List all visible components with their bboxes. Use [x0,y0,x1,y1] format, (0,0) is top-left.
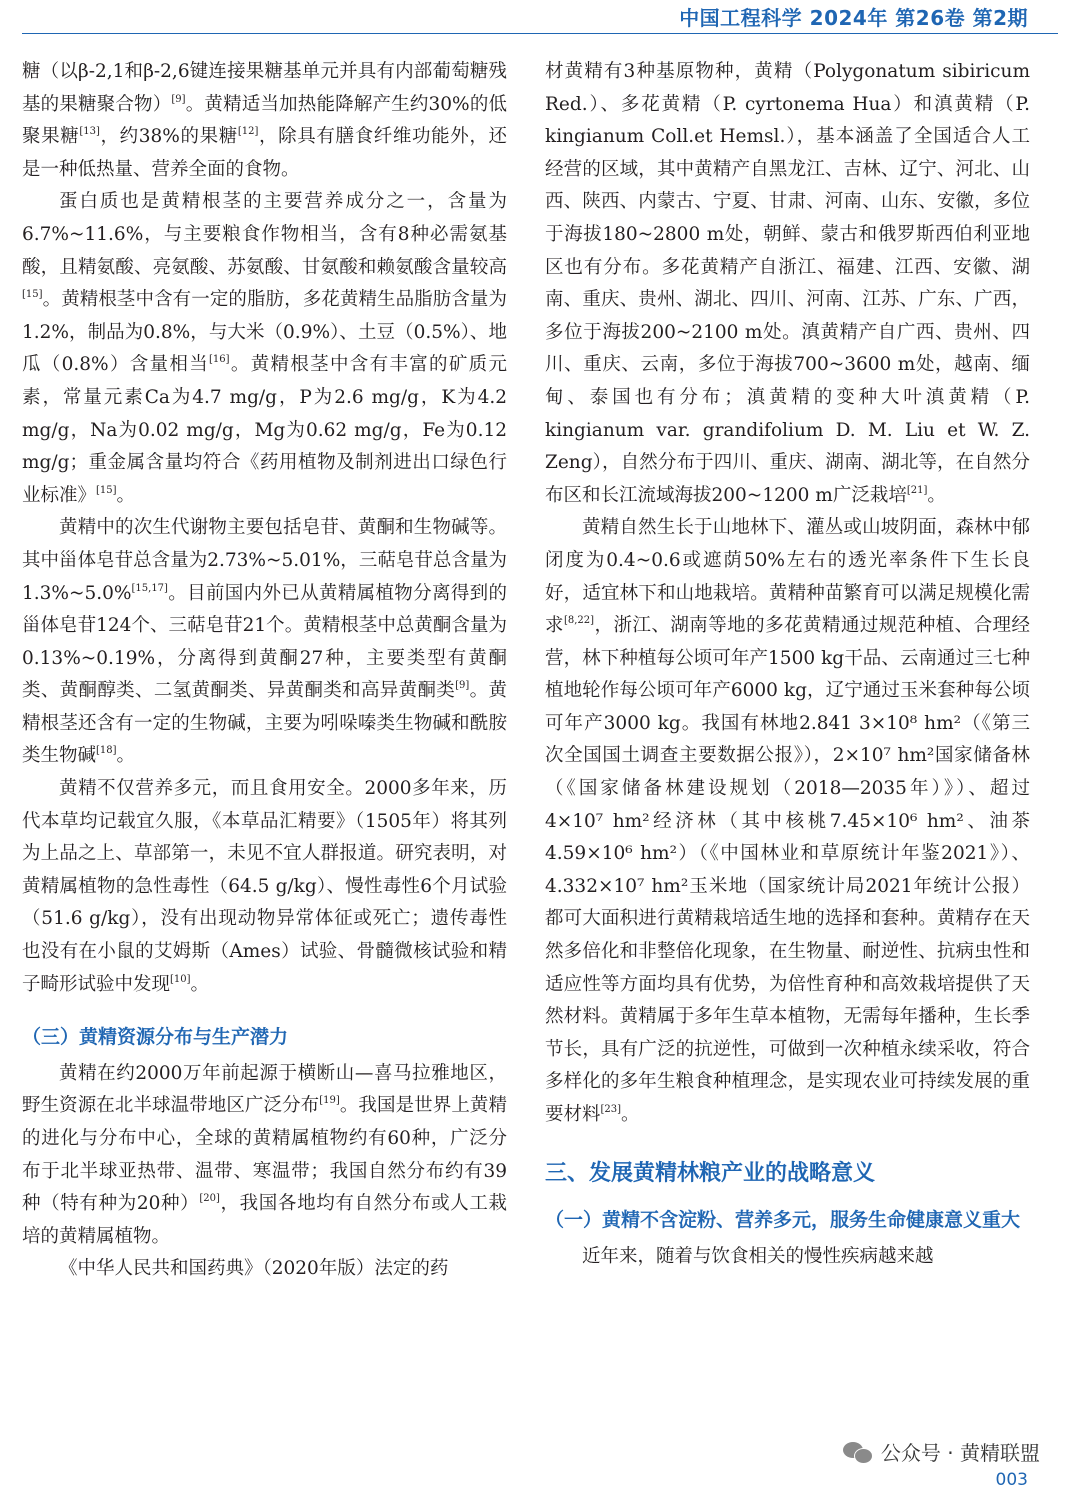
section-heading-resources: （三）黄精资源分布与生产潜力 [22,1026,289,1049]
left-paragraph-4: 黄精不仅营养多元，而且食用安全。2000多年来，历代本草均记载宜久服，《本草品汇精要》（1505年）将其列为上品之上、草部第一，未见不宜人群报道。研究表明，对黄精属植物的急性毒性（64.5 g/kg）、慢性毒性6个月试验（51.6 g/kg），没有出现动物异常体征或死亡；遗传毒性也没有在小鼠的艾姆斯（Ames）试验、骨髓微核试验和精子畸形试验中发现[10]。 [22,778,507,995]
page-number: 003 [995,1470,1028,1490]
right-paragraph-1: 材黄精有3种基原物种，黄精（Polygonatum sibiricum Red.）、多花黄精（P. cyrtonema Hua）和滇黄精（P. kingianum Coll.et Hemsl.），基本涵盖了全国适合人工经营的区域，其中黄精产自黑龙江、吉林、辽宁、河北、山西、陕西、内蒙古、宁夏、甘肃、河南、山东、安徽，多位于海拔180~2800 m处，朝鲜、蒙古和俄罗斯西伯利亚地区也有分布。多花黄精产自浙江、福建、江西、安徽、湖南、重庆、贵州、湖北、四川、河南、江苏、广东、广西，多位于海拔200~2100 m处。滇黄精产自广西、贵州、四川、重庆、云南，多位于海拔700~3600 m处，越南、缅甸、泰国也有分布；滇黄精的变种大叶滇黄精（P. kingianum var. grandifolium D. M. Liu et W. Z. Zeng），自然分布于四川、重庆、湖南、湖北等，在自然分布区和长江流域海拔200~1200 m广泛栽培[21]。 [545,61,1030,506]
subsection-heading-health: （一）黄精不含淀粉、营养多元，服务生命健康意义重大 [545,1209,1021,1232]
right-paragraph-3: 近年来，随着与饮食相关的慢性疾病越来越 [582,1245,934,1267]
journal-header: 中国工程科学 2024年 第26卷 第2期 [679,6,1028,30]
section-heading-strategic: 三、发展黄精林粮产业的战略意义 [545,1160,876,1186]
right-column [545,56,1030,1273]
left-paragraph-2: 蛋白质也是黄精根茎的主要营养成分之一，含量为6.7%~11.6%，与主要粮食作物相当，含有8种必需氨基酸，且精氨酸、亮氨酸、苏氨酸、甘氨酸和赖氨酸含量较高[15]。黄精根茎中含有一定的脂肪，多花黄精生品脂肪含量为1.2%，制品为0.8%，与大米（0.9%）、土豆（0.5%）、地瓜（0.8%）含量相当[16]。黄精根茎中含有丰富的矿质元素，常量元素Ca为4.7 mg/g，P为2.6 mg/g，K为4.2 mg/g，Na为0.02 mg/g，Mg为0.62 mg/g，Fe为0.12 mg/g；重金属含量均符合《药用植物及制剂进出口绿色行业标准》[15]。 [22,191,507,506]
wechat-icon [843,1440,873,1464]
left-paragraph-3: 黄精中的次生代谢物主要包括皂苷、黄酮和生物碱等。其中甾体皂苷总含量为2.73%~5.01%，三萜皂苷总含量为1.3%~5.0%[15,17]。目前国内外已从黄精属植物分离得到的甾体皂苷124个、三萜皂苷21个。黄精根茎中总黄酮含量为0.13%~0.19%，分离得到黄酮27种，主要类型有黄酮类、黄酮醇类、二氢黄酮类、异黄酮类和高异黄酮类[9]。黄精根茎还含有一定的生物碱，主要为吲哚嗪类生物碱和酰胺类生物碱[18]。 [22,517,507,767]
left-column [22,56,507,1286]
left-paragraph-5: 黄精在约2000万年前起源于横断山—喜马拉雅地区，野生资源在北半球温带地区广泛分布[19]。我国是世界上黄精的进化与分布中心，全球的黄精属植物约有60种，广泛分布于北半球亚热带、温带、寒温带；我国自然分布约有39种（特有种为20种）[20]，我国各地均有自然分布或人工栽培的黄精属植物。 [22,1062,507,1247]
right-paragraph-2: 黄精自然生长于山地林下、灌丛或山坡阴面，森林中郁闭度为0.4~0.6或遮荫50%左右的透光率条件下生长良好，适宜林下和山地栽培。黄精种苗繁育可以满足规模化需求[8,22]，浙江、湖南等地的多花黄精通过规范种植、合理经营，林下种植每公顷可年产1500 kg干品、云南通过三七种植地轮作每公顷可年产6000 kg，辽宁通过玉米套种每公顷可年产3000 kg。我国有林地2.841 3×10⁸ hm²（《第三次全国国土调查主要数据公报》），2×10⁷ hm²国家储备林（《国家储备林建设规划（2018—2035年）》）、超过4×10⁷ hm²经济林（其中核桃7.45×10⁶ hm²、油茶4.59×10⁶ hm²）（《中国林业和草原统计年鉴2021》）、4.332×10⁷ hm²玉米地（国家统计局2021年统计公报）都可大面积进行黄精栽培适生地的选择和套种。黄精存在天然多倍化和非整倍化现象，在生物量、耐逆性、抗病虫性和适应性等方面均具有优势，为倍性育种和高效栽培提供了天然材料。黄精属于多年生草本植物，无需每年播种，生长季节长，具有广泛的抗逆性，可做到一次种植永续采收，符合多样化的多年生粮食种植理念，是实现农业可持续发展的重要材料[23]。 [545,517,1030,1125]
wechat-watermark [843,1437,1040,1466]
left-paragraph-1: 糖（以β-2,1和β-2,6键连接果糖基单元并具有内部葡萄糖残基的果糖聚合物）[9]。黄精适当加热能降解产生约30%的低聚果糖[13]，约38%的果糖[12]，除具有膳食纤维功能外，还是一种低热量、营养全面的食物。 [22,61,507,180]
header-rule [22,33,1058,34]
left-paragraph-6: 《中华人民共和国药典》（2020年版）法定的药 [59,1258,449,1280]
watermark-text: 公众号 · 黄精联盟 [880,1441,1040,1465]
